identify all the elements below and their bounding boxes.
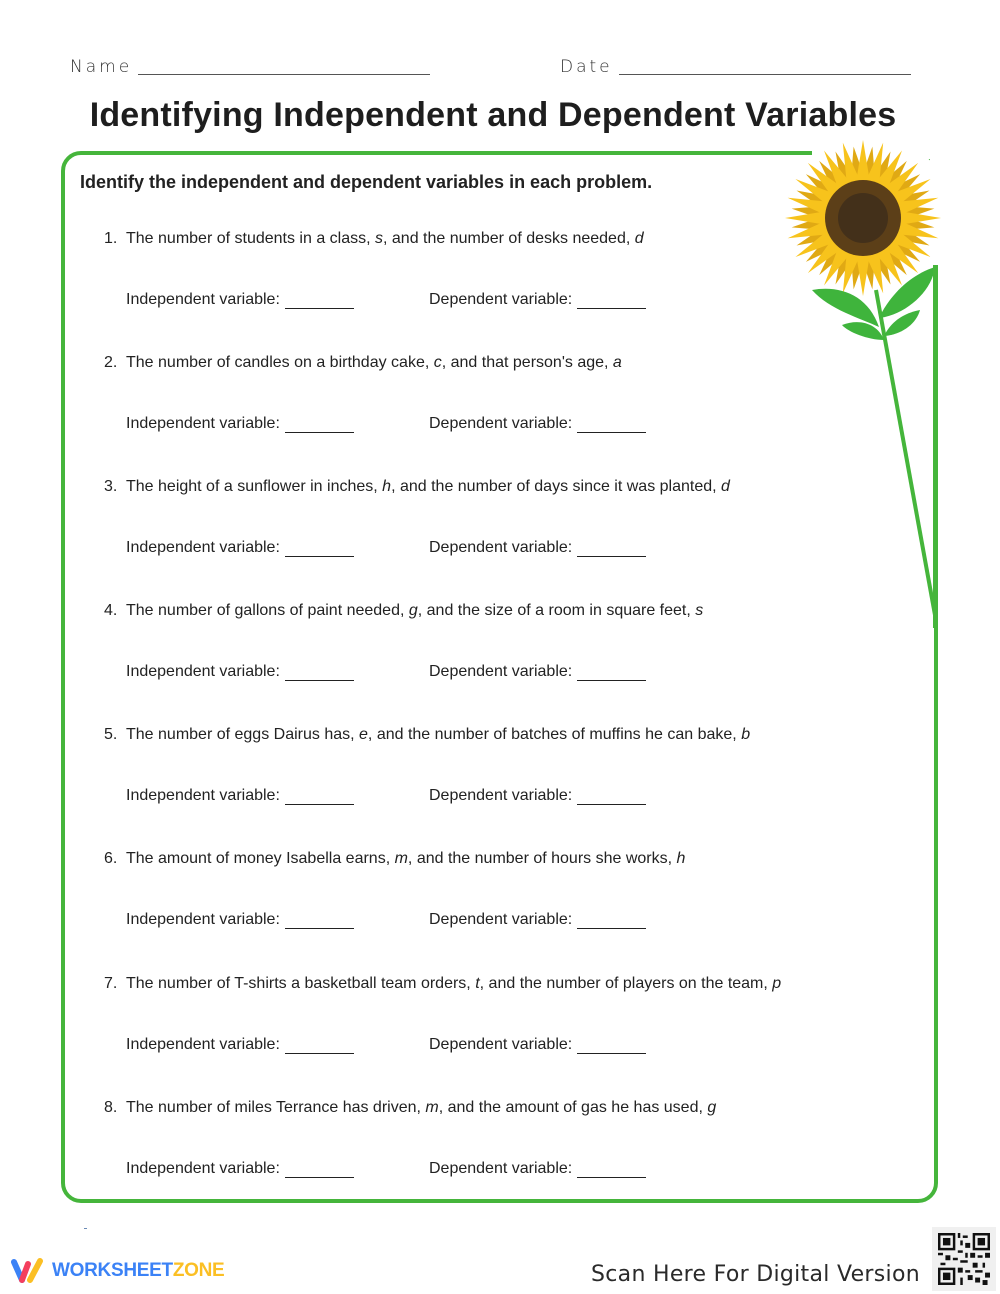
dependent-variable-field[interactable]	[429, 1160, 646, 1178]
dependent-variable-field[interactable]	[429, 415, 646, 433]
answer-row	[104, 787, 844, 809]
dependent-variable-field[interactable]	[429, 291, 646, 309]
problem-text: 6. The amount of money Isabella earns, m, and the number of hours she works, h	[104, 850, 686, 867]
variable: s	[375, 230, 384, 247]
dependent-blank[interactable]	[577, 1038, 646, 1054]
independent-variable-field[interactable]	[126, 1036, 354, 1054]
variable: c	[433, 354, 442, 371]
independent-blank[interactable]	[285, 541, 354, 557]
name-line[interactable]	[138, 57, 430, 75]
problem-number: 7.	[104, 975, 118, 992]
independent-blank[interactable]	[285, 913, 354, 929]
variable: d	[721, 478, 730, 495]
page-title: Identifying Independent and Dependent Variables	[89, 96, 897, 134]
answer-row	[104, 415, 844, 437]
independent-variable-field[interactable]	[126, 911, 354, 929]
independent-variable-field[interactable]	[126, 539, 354, 557]
independent-variable-field[interactable]	[126, 663, 354, 681]
variable: h	[382, 478, 392, 495]
independent-blank[interactable]	[285, 417, 354, 433]
problem-text: 8. The number of miles Terrance has driven, m, and the amount of gas he has used, g	[104, 1099, 717, 1116]
independent-blank[interactable]	[285, 1038, 354, 1054]
problem-item	[104, 974, 844, 1058]
problem-item	[104, 229, 844, 313]
dependent-blank[interactable]	[577, 913, 646, 929]
variable: a	[612, 354, 622, 371]
problem-text: 2. The number of candles on a birthday cake, c, and that person's age, a	[104, 354, 622, 371]
dependent-variable-field[interactable]	[429, 539, 646, 557]
problem-item	[104, 849, 844, 933]
variable: e	[359, 726, 368, 743]
variable: t	[475, 975, 480, 992]
independent-label: Independent variable:	[126, 415, 280, 432]
answer-row	[104, 1160, 844, 1182]
name-field[interactable]	[70, 56, 430, 78]
dependent-blank[interactable]	[577, 665, 646, 681]
instructions: Identify the independent and dependent variables in each problem.	[80, 172, 653, 192]
scan-text: Scan Here For Digital Version	[591, 1262, 920, 1287]
independent-label: Independent variable:	[126, 663, 280, 680]
dependent-variable-field[interactable]	[429, 787, 646, 805]
independent-label: Independent variable:	[126, 787, 280, 804]
problem-number: 3.	[104, 478, 118, 495]
dependent-variable-field[interactable]	[429, 663, 646, 681]
variable: m	[394, 850, 408, 867]
dependent-variable-field[interactable]	[429, 911, 646, 929]
logo-icon	[10, 1258, 46, 1284]
dependent-label: Dependent variable:	[429, 787, 573, 804]
problem-number: 5.	[104, 726, 118, 743]
problem-number: 8.	[104, 1099, 118, 1116]
dependent-variable-field[interactable]	[429, 1036, 646, 1054]
independent-label: Independent variable:	[126, 1160, 280, 1177]
problem-item	[104, 725, 844, 809]
qr-code[interactable]	[932, 1227, 996, 1291]
independent-variable-field[interactable]	[126, 1160, 354, 1178]
qr-code-icon	[938, 1233, 990, 1285]
problem-text: 7. The number of T-shirts a basketball team orders, t, and the number of players on the team, p	[104, 975, 782, 992]
dependent-label: Dependent variable:	[429, 1160, 573, 1177]
independent-label: Independent variable:	[126, 1036, 280, 1053]
answer-row	[104, 1036, 844, 1058]
independent-label: Independent variable:	[126, 911, 280, 928]
problem-number: 6.	[104, 850, 118, 867]
independent-blank[interactable]	[285, 1162, 354, 1178]
answer-row	[104, 291, 844, 313]
problem-number: 1.	[104, 230, 118, 247]
answer-row	[104, 911, 844, 933]
date-label: Date	[560, 57, 613, 77]
variable: d	[634, 230, 644, 247]
date-line[interactable]	[619, 57, 911, 75]
independent-variable-field[interactable]	[126, 291, 354, 309]
dependent-blank[interactable]	[577, 789, 646, 805]
dependent-label: Dependent variable:	[429, 1036, 573, 1053]
problem-item	[104, 1098, 844, 1182]
problem-number: 2.	[104, 354, 118, 371]
dependent-label: Dependent variable:	[429, 415, 573, 432]
header-row	[70, 56, 912, 80]
problem-item	[104, 353, 844, 437]
variable: b	[741, 726, 751, 743]
problem-text: 3. The height of a sunflower in inches, h, and the number of days since it was planted, d	[104, 478, 730, 495]
problem-item	[104, 601, 844, 685]
dependent-label: Dependent variable:	[429, 911, 573, 928]
independent-label: Independent variable:	[126, 539, 280, 556]
variable: g	[408, 602, 418, 619]
independent-label: Independent variable:	[126, 291, 280, 308]
answer-row	[104, 663, 844, 685]
variable: h	[676, 850, 686, 867]
dependent-label: Dependent variable:	[429, 539, 573, 556]
problem-number: 4.	[104, 602, 118, 619]
dependent-label: Dependent variable:	[429, 663, 573, 680]
sunflower-icon	[780, 138, 950, 628]
dependent-label: Dependent variable:	[429, 291, 573, 308]
problem-text: 4. The number of gallons of paint needed, g, and the size of a room in square feet, s	[104, 602, 704, 619]
dependent-blank[interactable]	[577, 541, 646, 557]
problem-item	[104, 477, 844, 561]
independent-blank[interactable]	[285, 665, 354, 681]
date-field[interactable]	[560, 56, 911, 78]
problem-text: 1. The number of students in a class, s, and the number of desks needed, d	[104, 230, 644, 247]
logo-text: WORKSHEETZONE	[52, 1260, 225, 1281]
independent-variable-field[interactable]	[126, 415, 354, 433]
dependent-blank[interactable]	[577, 417, 646, 433]
variable: s	[695, 602, 704, 619]
name-label: Name	[70, 57, 133, 77]
variable: p	[772, 975, 782, 992]
problem-text: 5. The number of eggs Dairus has, e, and the number of batches of muffins he can bake, b	[104, 726, 751, 743]
variable: m	[425, 1099, 439, 1116]
independent-blank[interactable]	[285, 293, 354, 309]
variable: g	[707, 1099, 717, 1116]
dependent-blank[interactable]	[577, 293, 646, 309]
independent-variable-field[interactable]	[126, 787, 354, 805]
mark	[84, 1228, 87, 1229]
independent-blank[interactable]	[285, 789, 354, 805]
answer-row	[104, 539, 844, 561]
worksheet-zone-logo[interactable]	[10, 1258, 224, 1284]
dependent-blank[interactable]	[577, 1162, 646, 1178]
